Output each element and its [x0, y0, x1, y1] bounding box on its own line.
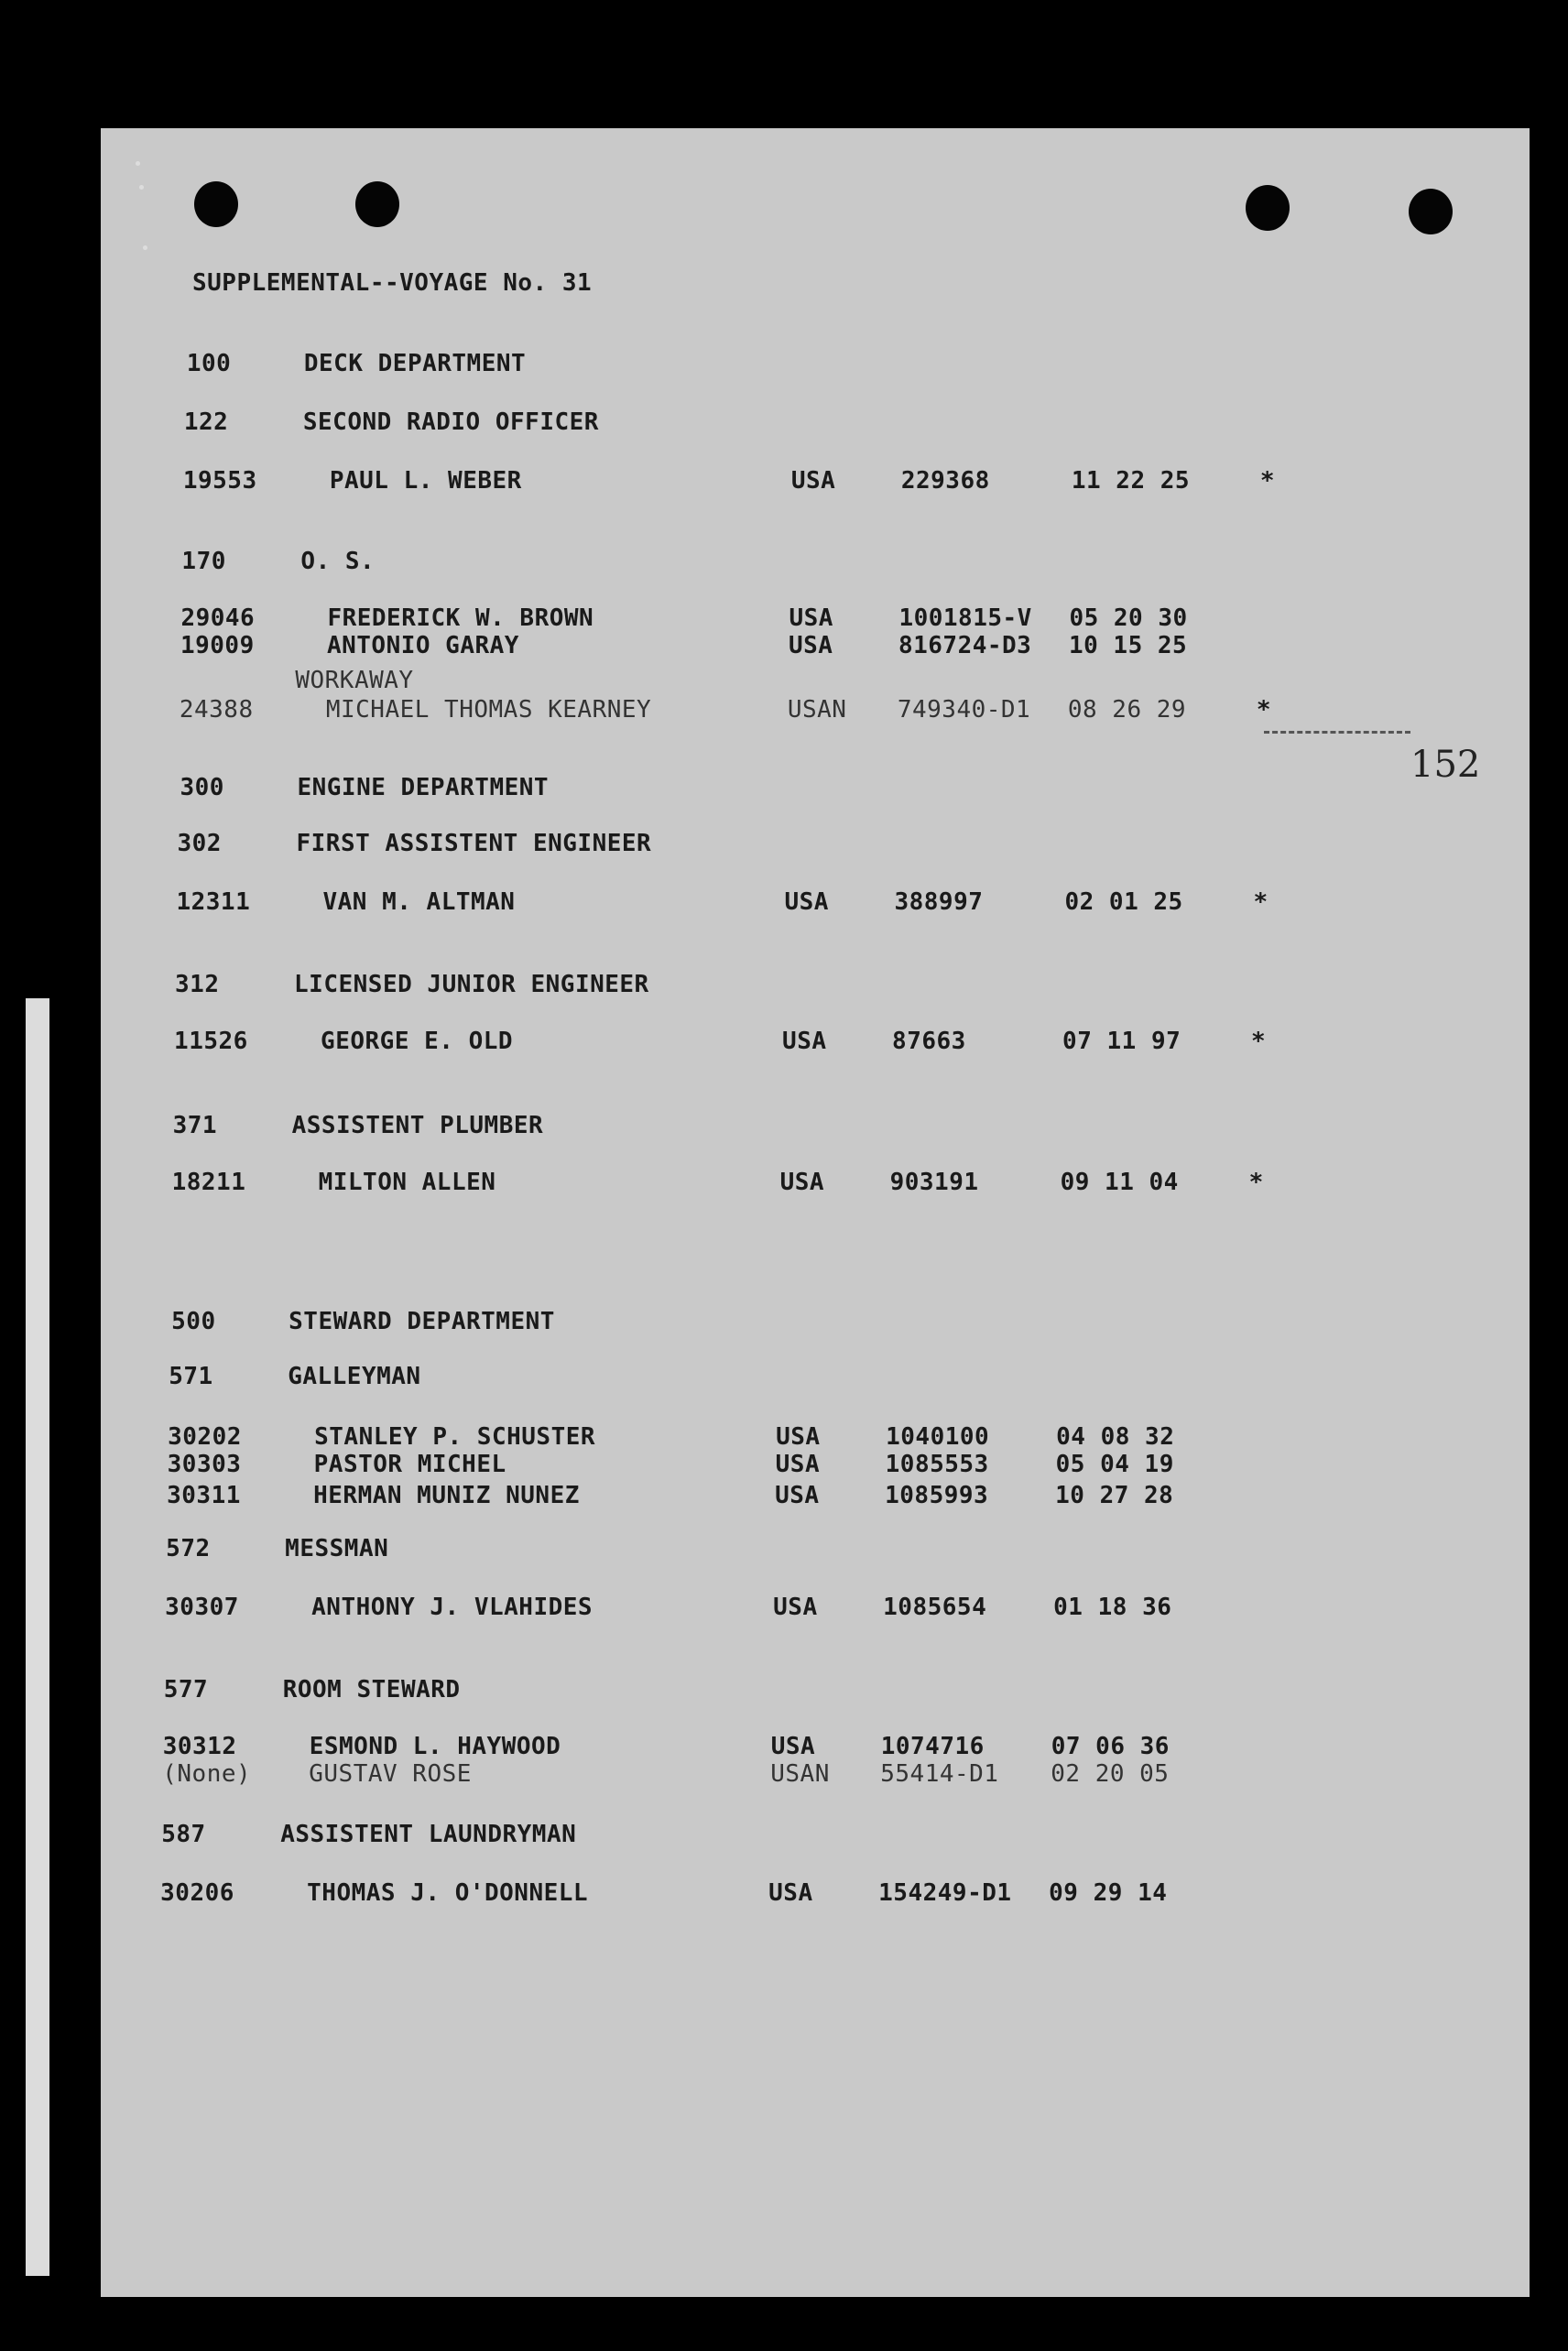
crew-date: 07 06 36: [1051, 1733, 1170, 1760]
crew-name: MICHAEL THOMAS KEARNEY: [325, 696, 652, 724]
crew-nationality: USAN: [787, 696, 847, 724]
rating-title: GALLEYMAN: [288, 1363, 421, 1390]
department-code: 300: [180, 774, 224, 801]
crew-book-number: 1040100: [886, 1423, 990, 1451]
crew-name: ANTONIO GARAY: [326, 632, 519, 659]
punch-hole-icon: [355, 181, 399, 227]
crew-nationality: USA: [776, 1423, 821, 1451]
asterisk-mark: *: [1251, 1028, 1267, 1055]
crew-name: GUSTAV ROSE: [309, 1760, 472, 1788]
crew-name: MILTON ALLEN: [318, 1169, 496, 1196]
dust-speck: [136, 161, 140, 166]
crew-book-number: 1074716: [880, 1733, 985, 1760]
crew-id: 24388: [179, 696, 254, 724]
crew-book-number: 1085553: [885, 1451, 989, 1478]
page-edge: [26, 998, 49, 2276]
rating-code: 577: [163, 1676, 209, 1703]
crew-nationality: USA: [789, 604, 833, 632]
crew-date: 02 20 05: [1051, 1760, 1170, 1788]
crew-date: 05 04 19: [1055, 1451, 1174, 1478]
crew-id: 19009: [180, 632, 255, 659]
crew-id: 30303: [167, 1451, 242, 1478]
crew-book-number: 749340-D1: [897, 696, 1031, 724]
crew-date: 10 15 25: [1068, 632, 1188, 659]
punch-hole-icon: [194, 181, 238, 227]
document-title: SUPPLEMENTAL--VOYAGE No. 31: [192, 269, 593, 297]
rating-title: ASSISTENT LAUNDRYMAN: [280, 1821, 577, 1848]
crew-id: 30311: [167, 1482, 241, 1509]
crew-name: STANLEY P. SCHUSTER: [314, 1423, 596, 1451]
crew-nationality: USAN: [770, 1760, 830, 1788]
document-page: [101, 128, 1530, 2297]
rating-code: 302: [177, 830, 222, 857]
crew-date: 04 08 32: [1056, 1423, 1175, 1451]
crew-date: 05 20 30: [1069, 604, 1188, 632]
cut-line: [1264, 731, 1410, 734]
crew-book-number: 903191: [889, 1169, 979, 1196]
crew-nationality: USA: [775, 1482, 820, 1509]
department-title: DECK DEPARTMENT: [303, 350, 527, 377]
crew-name: PASTOR MICHEL: [313, 1451, 506, 1478]
crew-date: 09 29 14: [1049, 1879, 1168, 1907]
crew-date: 10 27 28: [1055, 1482, 1174, 1509]
rating-code: 122: [183, 408, 229, 436]
department-code: 500: [171, 1308, 216, 1335]
asterisk-mark: *: [1259, 467, 1275, 495]
crew-date: 09 11 04: [1060, 1169, 1179, 1196]
crew-id: 12311: [176, 888, 251, 916]
crew-id: 29046: [180, 604, 256, 632]
asterisk-mark: *: [1253, 888, 1269, 916]
crew-id: 11526: [174, 1028, 248, 1055]
crew-name: HERMAN MUNIZ NUNEZ: [313, 1482, 580, 1509]
asterisk-mark: *: [1248, 1169, 1264, 1196]
crew-id: 30202: [168, 1423, 242, 1451]
department-title: STEWARD DEPARTMENT: [289, 1308, 555, 1335]
punch-hole-icon: [1246, 185, 1290, 231]
crew-id: (None): [162, 1760, 252, 1788]
crew-nationality: USA: [775, 1451, 821, 1478]
department-title: ENGINE DEPARTMENT: [297, 774, 550, 801]
crew-book-number: 55414-D1: [880, 1760, 999, 1788]
note-label: WORKAWAY: [295, 667, 414, 694]
rating-code: 587: [161, 1821, 206, 1848]
rating-code: 572: [166, 1535, 211, 1562]
crew-book-number: 1001815-V: [898, 604, 1032, 632]
crew-id: 30307: [165, 1594, 239, 1621]
rating-title: ROOM STEWARD: [282, 1676, 461, 1703]
rating-title: SECOND RADIO OFFICER: [302, 408, 599, 436]
crew-name: VAN M. ALTMAN: [322, 888, 516, 916]
crew-nationality: USA: [782, 1028, 827, 1055]
crew-book-number: 1085654: [883, 1594, 987, 1621]
crew-nationality: USA: [768, 1879, 813, 1907]
crew-nationality: USA: [790, 467, 836, 495]
crew-name: GEORGE E. OLD: [321, 1028, 514, 1055]
crew-nationality: USA: [779, 1169, 825, 1196]
crew-book-number: 1085993: [885, 1482, 989, 1509]
crew-book-number: 229368: [900, 467, 990, 495]
crew-nationality: USA: [773, 1594, 818, 1621]
crew-date: 08 26 29: [1067, 696, 1187, 724]
crew-date: 02 01 25: [1064, 888, 1183, 916]
rating-code: 371: [172, 1112, 218, 1139]
crew-nationality: USA: [788, 632, 833, 659]
crew-name: ESMOND L. HAYWOOD: [309, 1733, 561, 1760]
crew-book-number: 388997: [894, 888, 984, 916]
rating-title: FIRST ASSISTENT ENGINEER: [296, 830, 652, 857]
crew-name: PAUL L. WEBER: [329, 467, 522, 495]
crew-date: 07 11 97: [1062, 1028, 1181, 1055]
dust-speck: [139, 185, 144, 190]
crew-id: 18211: [171, 1169, 246, 1196]
crew-book-number: 154249-D1: [878, 1879, 1012, 1907]
crew-nationality: USA: [784, 888, 829, 916]
crew-book-number: 816724-D3: [898, 632, 1032, 659]
rating-title: MESSMAN: [285, 1535, 389, 1562]
crew-name: FREDERICK W. BROWN: [327, 604, 594, 632]
punch-hole-icon: [1409, 189, 1453, 234]
rating-code: 170: [181, 548, 226, 575]
crew-nationality: USA: [770, 1733, 816, 1760]
crew-name: THOMAS J. O'DONNELL: [307, 1879, 589, 1907]
dust-speck: [143, 245, 147, 250]
page-number: 152: [1410, 744, 1481, 786]
crew-book-number: 87663: [892, 1028, 966, 1055]
rating-title: LICENSED JUNIOR ENGINEER: [294, 971, 649, 998]
crew-id: 30312: [162, 1733, 237, 1760]
crew-name: ANTHONY J. VLAHIDES: [311, 1594, 593, 1621]
rating-code: 571: [169, 1363, 213, 1390]
crew-id: 30206: [160, 1879, 234, 1907]
asterisk-mark: *: [1256, 696, 1271, 724]
rating-title: ASSISTENT PLUMBER: [291, 1112, 544, 1139]
rating-code: 312: [175, 971, 220, 998]
crew-date: 01 18 36: [1053, 1594, 1172, 1621]
rating-title: O. S.: [300, 548, 376, 575]
department-code: 100: [186, 350, 232, 377]
crew-date: 11 22 25: [1071, 467, 1191, 495]
crew-id: 19553: [182, 467, 257, 495]
